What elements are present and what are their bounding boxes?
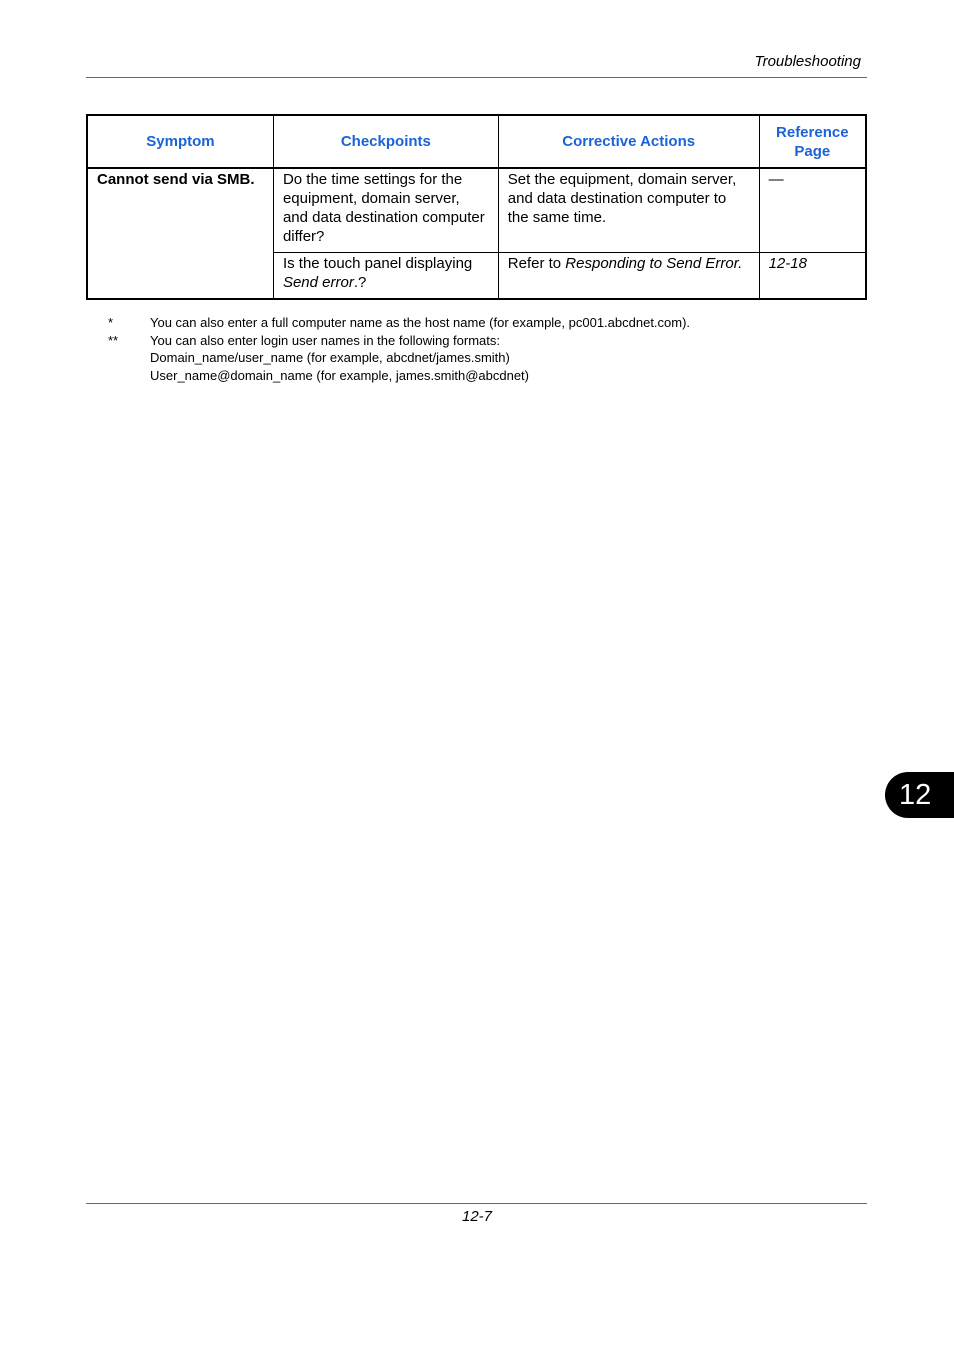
- symptom-cell: Cannot send via SMB.: [97, 171, 255, 188]
- column-header-corrective-actions: Corrective Actions: [498, 115, 759, 168]
- reference-cell: 12-18: [759, 253, 866, 300]
- table-row: [87, 168, 866, 253]
- checkpoint-italic-text: Send error: [282, 274, 354, 291]
- footnote-text: You can also enter login user names in the following formats:: [150, 332, 500, 348]
- checkpoint-text: Is the touch panel displaying: [282, 255, 473, 272]
- troubleshooting-table: [86, 114, 867, 300]
- footnote-mark: **: [108, 332, 119, 348]
- page-number: 12-7: [461, 1208, 493, 1225]
- header-divider: [86, 77, 867, 78]
- column-header-reference-page: Reference Page: [759, 115, 866, 168]
- footnote-item: [108, 367, 690, 385]
- checkpoint-cell: Do the time settings for the equipment, domain server, and data destination computer differ?: [273, 168, 498, 253]
- action-reference-title: Responding to Send Error.: [565, 255, 743, 272]
- footnote-text: Domain_name/user_name (for example, abcdnet/james.smith): [150, 350, 510, 366]
- reference-cell: —: [759, 168, 866, 253]
- footnote-text: You can also enter a full computer name as the host name (for example, pc001.abcdnet.com).: [150, 315, 691, 330]
- checkpoint-suffix-text: .?: [353, 274, 367, 291]
- chapter-tab[interactable]: 12: [885, 772, 954, 818]
- checkpoint-cell: [273, 253, 498, 300]
- action-text: Refer to: [507, 255, 566, 272]
- footnote-mark: *: [108, 315, 114, 330]
- footnote-mark: [108, 367, 150, 385]
- column-header-symptom: Symptom: [87, 115, 273, 168]
- column-header-checkpoints: Checkpoints: [273, 115, 498, 168]
- footnote-item: [108, 332, 690, 350]
- table-header-row: [87, 115, 866, 168]
- header-section-title: Troubleshooting: [754, 53, 861, 70]
- footer-divider: [86, 1203, 867, 1204]
- action-cell: Set the equipment, domain server, and data destination computer to the same time.: [498, 168, 759, 253]
- footnote-item: [108, 314, 690, 332]
- footnotes: [108, 314, 690, 385]
- footnote-text: User_name@domain_name (for example, james.smith@abcdnet): [150, 368, 529, 384]
- footnote-mark: [108, 349, 150, 367]
- action-cell: [498, 253, 759, 300]
- footnote-item: [108, 349, 690, 367]
